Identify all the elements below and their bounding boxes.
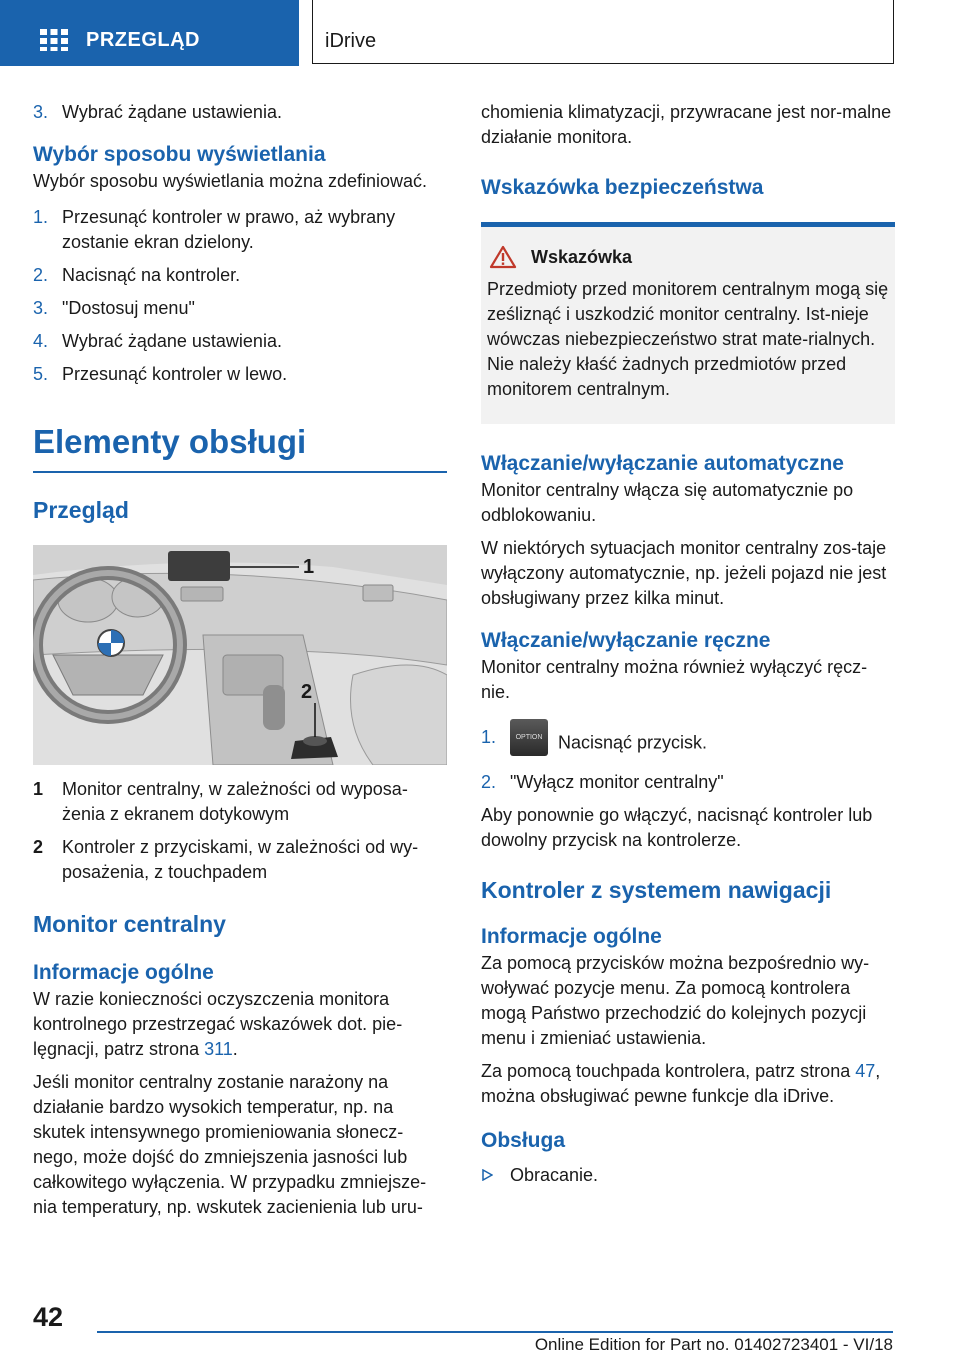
- step-item: [33, 329, 447, 354]
- warning-title: Wskazówka: [531, 246, 633, 267]
- step-number: 3.: [33, 102, 49, 122]
- central-monitor-heading: Monitor centralny: [33, 911, 226, 937]
- page-link-311[interactable]: 311: [204, 1039, 233, 1059]
- manual-switch-para2: Aby ponownie go włączyć, nacisnąć kontroler lub dowolny przycisk na kontrolerze.: [481, 805, 873, 850]
- section-tab[interactable]: [312, 0, 894, 64]
- step-number: 1.: [33, 207, 49, 227]
- footer-rule: [97, 1331, 893, 1333]
- auto-switch-para1: Monitor centralny włącza się automatycznie po odblokowaniu.: [481, 480, 854, 525]
- overview-tab[interactable]: [0, 0, 299, 66]
- page-link-47[interactable]: 47: [855, 1061, 876, 1081]
- operation-heading: Obsługa: [481, 1129, 566, 1152]
- step-item: [481, 725, 895, 762]
- auto-switch-para2: W niektórych sytuacjach monitor centralny zos‐taje wyłączony automatycznie, np. jeżeli pojazd nie jest obsługiwany przez kilka minut.: [481, 538, 887, 608]
- care-text: W razie konieczności oczyszczenia monitora kontrolnego przestrzegać wskazówek dot. pie‐lęgnacji, patrz strona: [33, 989, 403, 1059]
- nav-para1: Za pomocą przycisków można bezpośrednio wy‐woływać pozycje menu. Za pomocą kontrolera mogą Państwo przechodzić do kolejnych pozycji menu i zmieniać ustawienia.: [481, 953, 870, 1048]
- legend-row: [33, 835, 447, 885]
- step-item: [33, 296, 447, 321]
- overview-heading: Przegląd: [33, 497, 129, 523]
- page-header: [0, 0, 960, 66]
- step-item: [33, 205, 447, 255]
- step-number: 5.: [33, 364, 49, 384]
- safety-heading: Wskazówka bezpieczeństwa: [481, 176, 764, 199]
- central-monitor-section: [33, 909, 447, 1220]
- nav-controller-section: [481, 875, 895, 1188]
- cockpit-illustration: [33, 545, 447, 765]
- left-column: [33, 100, 447, 1220]
- care-text-end: .: [232, 1039, 238, 1059]
- step-text: Przesunąć kontroler w lewo.: [62, 364, 288, 384]
- figure-legend: [33, 777, 447, 885]
- nav-para2-text: Za pomocą touchpada kontrolera, patrz strona: [481, 1061, 856, 1081]
- care-paragraph: [33, 987, 447, 1062]
- right-column: [481, 100, 895, 1188]
- step-text: Nacisnąć na kontroler.: [62, 265, 241, 285]
- overview-section: [33, 495, 447, 885]
- display-mode-heading: Wybór sposobu wyświetlania: [33, 143, 326, 166]
- chapter-section: [33, 421, 447, 473]
- warning-text: Przedmioty przed monitorem centralnym mogą się ześliznąć i uszkodzić monitor centralny. Ist‐nieje wówczas niebezpieczeństwo strat mate‐rialnych. Nie należy kłaść żadnych przedmiotów przed monitorem centralnym.: [487, 279, 889, 399]
- step-text: Wybrać żądane ustawienia.: [62, 331, 282, 351]
- page-number: 42: [33, 1302, 64, 1332]
- option-button-icon: OPTION: [510, 719, 548, 756]
- bullet-item: [481, 1163, 895, 1188]
- step-number: 4.: [33, 331, 49, 351]
- nav-para2: [481, 1059, 895, 1109]
- display-mode-steps: [33, 205, 447, 387]
- section-tab-label: iDrive: [325, 30, 377, 52]
- legend-key: 2: [33, 837, 44, 857]
- chapter-rule: [33, 471, 447, 473]
- step-item: [33, 100, 447, 125]
- warning-box: [481, 222, 895, 424]
- safety-section: [481, 174, 895, 424]
- overview-tab-label: PRZEGLĄD: [86, 29, 200, 51]
- nav-controller-heading: Kontroler z systemem nawigacji: [481, 877, 832, 903]
- step-text: "Wyłącz monitor centralny": [510, 772, 724, 792]
- step-text: Przesunąć kontroler w prawo, aż wybrany zostanie ekran dzielony.: [62, 207, 396, 252]
- edition-note: Online Edition for Part no. 01402723401 - VI/18: [534, 1335, 893, 1354]
- callout-label-1: 1: [303, 556, 315, 578]
- callout-label-2: 2: [301, 681, 313, 703]
- warning-header: [487, 245, 889, 269]
- nav-general-heading: Informacje ogólne: [481, 925, 662, 948]
- auto-switch-heading: Włączanie/wyłączanie automatyczne: [481, 452, 844, 475]
- display-mode-intro: Wybór sposobu wyświetlania można zdefiniować.: [33, 171, 428, 191]
- auto-switch-section: [481, 450, 895, 611]
- legend-key: 1: [33, 779, 44, 799]
- step-list-top: [33, 100, 447, 125]
- display-mode-section: [33, 141, 447, 387]
- manual-switch-para1: Monitor centralny można również wyłączyć ręcz‐nie.: [481, 657, 868, 702]
- legend-text: Kontroler z przyciskami, w zależności od wy‐posażenia, z touchpadem: [62, 837, 419, 882]
- step-number: 2.: [33, 265, 49, 285]
- step-item: [33, 263, 447, 288]
- step-text: "Dostosuj menu": [62, 298, 195, 318]
- step-text: Wybrać żądane ustawienia.: [62, 102, 282, 122]
- step-number: 1.: [481, 727, 497, 747]
- temperature-paragraph: Jeśli monitor centralny zostanie narażony na działanie bardzo wysokich temperatur, np. na skutek intensywnego promieniowania słonecz‐nego, może dojść do zmniejszenia jasności lub całkowitego wyłączenia. W przypadku zmniejsze‐nia temperatury, np. wskutek zacienienia lub uru‐: [33, 1072, 427, 1217]
- step-number: 3.: [33, 298, 49, 318]
- warning-triangle-icon: [489, 245, 517, 269]
- bullet-text: Obracanie.: [510, 1165, 599, 1185]
- grid-menu-icon: [40, 29, 68, 51]
- nav-para2-text-end: , można obsługiwać pewne funkcje dla iDrive.: [481, 1061, 881, 1106]
- manual-switch-section: [481, 627, 895, 853]
- step-item: [481, 770, 895, 795]
- continuation-paragraph: chomienia klimatyzacji, przywracane jest nor‐malne działanie monitora.: [481, 102, 892, 147]
- chapter-title: Elementy obsługi: [33, 423, 307, 460]
- manual-switch-heading: Włączanie/wyłączanie ręczne: [481, 629, 771, 652]
- legend-text: Monitor centralny, w zależności od wyposa‐żenia z ekranem dotykowym: [62, 779, 408, 824]
- step-number: 2.: [481, 772, 497, 792]
- step-item: [33, 362, 447, 387]
- step-text: Nacisnąć przycisk.: [558, 732, 708, 753]
- cockpit-drawing: [33, 545, 447, 765]
- manual-switch-steps: [481, 725, 895, 795]
- triangle-bullet-icon: [481, 1169, 493, 1181]
- general-info-heading: Informacje ogólne: [33, 961, 214, 984]
- legend-row: [33, 777, 447, 827]
